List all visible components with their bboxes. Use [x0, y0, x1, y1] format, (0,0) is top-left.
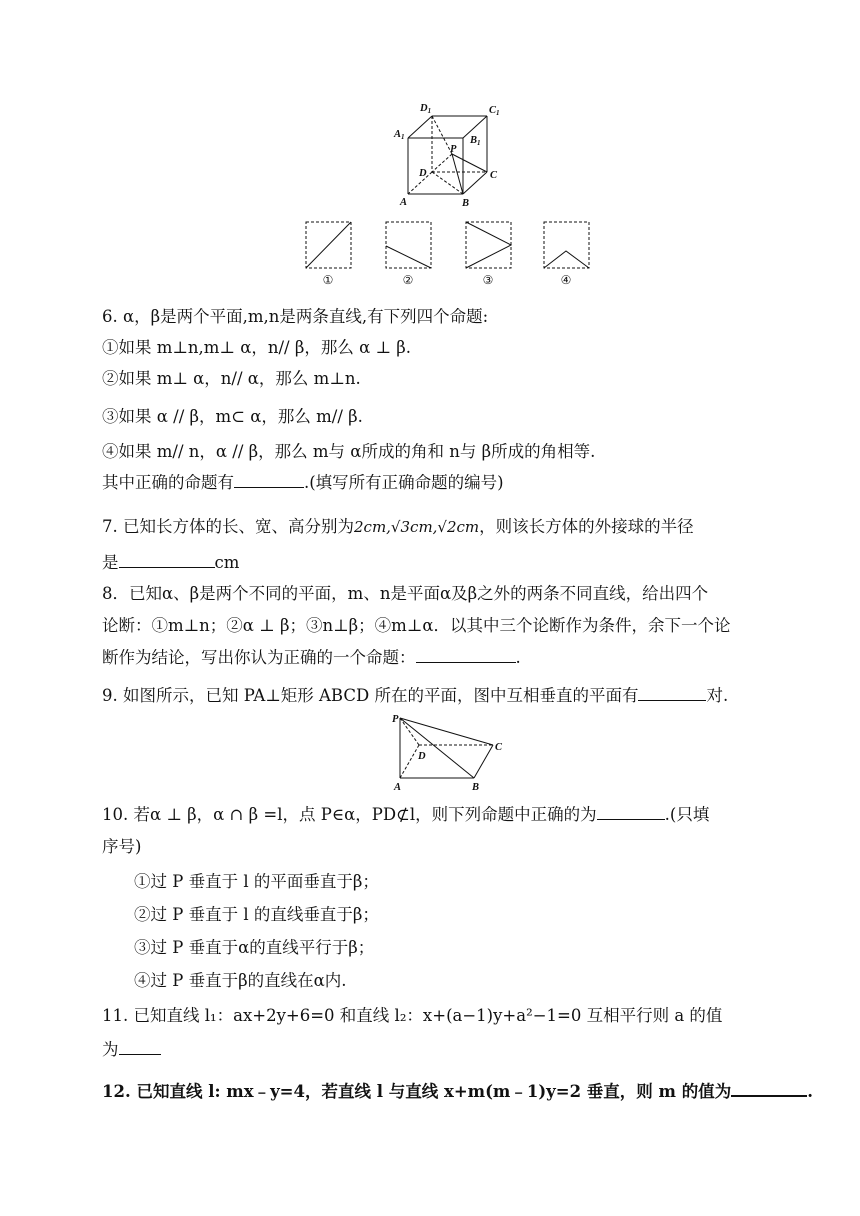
q8-line3-end: .: [515, 648, 521, 667]
pyramid-label-b: B: [472, 782, 480, 793]
q10-item-3: ③过 P 垂直于α的直线平行于β；: [134, 938, 375, 957]
q7-dimensions: 2cm,√3cm,√2cm: [354, 518, 480, 536]
pyramid-label-p: P: [392, 714, 399, 725]
q8-answer-blank[interactable]: [416, 646, 516, 663]
q11-answer-blank[interactable]: [119, 1038, 161, 1055]
pyramid-label-d: D: [418, 751, 426, 762]
q6-tail: [102, 471, 504, 495]
q7-line2-text: 是: [102, 553, 119, 572]
cube-label-d1: D1: [420, 103, 432, 115]
q11-line-2: [102, 1038, 161, 1062]
pyramid-label-c: C: [495, 742, 503, 753]
q10-item-4: ④过 P 垂直于β的直线在α内.: [134, 971, 347, 990]
q11-line-1: 11. 已知直线 l₁：ax+2y+6=0 和直线 l₂：x+(a−1)y+a²−1=0 互相平行则 a 的值: [102, 1006, 723, 1025]
q6-tail-text: 其中正确的命题有: [102, 473, 234, 492]
q10-answer-blank[interactable]: [597, 803, 665, 820]
q12-after: .: [807, 1082, 813, 1101]
view-3-label: ③: [482, 273, 494, 287]
q6-answer-blank[interactable]: [234, 471, 304, 488]
cube-label-b1: B1: [470, 135, 481, 147]
view-2-frame: [386, 222, 431, 268]
q7-prefix: 7. 已知长方体的长、宽、高分别为: [102, 517, 354, 536]
q7-line-2: [102, 551, 239, 575]
q6-tail-end: .(填写所有正确命题的编号): [304, 473, 504, 492]
q8-line-1: 8．已知α、β是两个不同的平面，m、n是平面α及β之外的两条不同直线，给出四个: [102, 584, 709, 603]
q12-text: [102, 1079, 813, 1104]
view-1-label: ①: [322, 273, 334, 287]
view-3-lines: [466, 222, 511, 268]
q6-item-2: ②如果 m⊥ α，n// α，那么 m⊥n.: [102, 369, 361, 388]
q7-unit: cm: [214, 553, 240, 572]
cube-label-a1: A1: [394, 129, 405, 141]
cube-label-p: P: [450, 144, 457, 155]
q10-item-1: ①过 P 垂直于 l 的平面垂直于β；: [134, 872, 379, 891]
pyramid-label-a: A: [394, 782, 402, 793]
q12-before: 12. 已知直线 l: mx﹣y=4，若直线 l 与直线 x+m(m﹣1)y=2 垂直，则 m 的值为: [102, 1082, 732, 1101]
cube-label-c1: C1: [489, 105, 500, 117]
cube-label-d: D: [419, 168, 427, 179]
view-4-lines: [544, 251, 589, 268]
view-4-frame: [544, 222, 589, 268]
q8-line3-text: 断作为结论，写出你认为正确的一个命题：: [102, 648, 416, 667]
view-4-label: ④: [560, 273, 572, 287]
q7-suffix: ，则该长方体的外接球的半径: [479, 517, 694, 536]
cube-figure: [390, 98, 510, 210]
q12-answer-blank[interactable]: [731, 1079, 807, 1097]
cube-label-a: A: [400, 197, 408, 208]
cube-label-b: B: [462, 198, 470, 209]
view-2-label: ②: [402, 273, 414, 287]
q9-after: 对.: [706, 686, 729, 705]
q6-item-1: ①如果 m⊥n,m⊥ α，n// β，那么 α ⊥ β.: [102, 338, 412, 357]
q11-line2-text: 为: [102, 1040, 119, 1059]
q6-stem: 6. α，β是两个平面,m,n是两条直线,有下列四个命题:: [102, 307, 489, 326]
view-2-line: [386, 246, 431, 268]
projection-views: [300, 218, 595, 290]
q10-item-2: ②过 P 垂直于 l 的直线垂直于β；: [134, 905, 379, 924]
q6-item-3: ③如果 α // β，m⊂ α，那么 m// β.: [102, 407, 363, 426]
q9-answer-blank[interactable]: [638, 684, 706, 701]
q7-line-1: [102, 515, 694, 539]
q10-line-2: 序号): [102, 837, 142, 856]
q10-line1-end: .(只填: [664, 805, 710, 824]
q9-text: [102, 684, 728, 708]
q6-item-4: ④如果 m// n，α // β，那么 m与 α所成的角和 n与 β所成的角相等.: [102, 442, 596, 461]
q8-line-3: [102, 646, 521, 670]
view-1-diagonal: [306, 222, 351, 268]
q7-answer-blank[interactable]: [119, 551, 215, 568]
cube-label-c: C: [490, 170, 498, 181]
q10-line1-text: 10. 若α ⊥ β，α ∩ β =l，点 P∈α，PD⊄l，则下列命题中正确的为: [102, 805, 597, 824]
q10-line-1: [102, 803, 709, 827]
view-3-frame: [466, 222, 511, 268]
pyramid-figure: [388, 712, 508, 794]
q9-before: 9. 如图所示，已知 PA⊥矩形 ABCD 所在的平面，图中互相垂直的平面有: [102, 686, 639, 705]
q8-line-2: 论断：①m⊥n；②α ⊥ β；③n⊥β；④m⊥α．以其中三个论断作为条件，余下一个论: [102, 616, 731, 635]
